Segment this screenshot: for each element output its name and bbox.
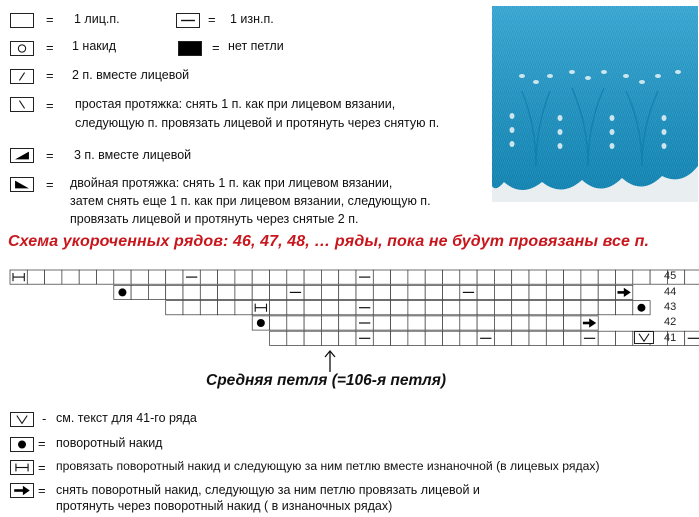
chart-cell-k	[477, 285, 494, 299]
row-label-42: 42	[664, 316, 677, 328]
chart-cell-k	[270, 270, 287, 284]
chart-cell-k	[529, 301, 546, 315]
chart-cell-k	[564, 316, 581, 330]
chart-cell-p	[356, 316, 373, 330]
chart-cell-p	[477, 331, 494, 345]
v-square-icon	[634, 331, 654, 344]
chart-cell-k	[581, 285, 598, 299]
chart-cell-p	[183, 270, 200, 284]
row-label-41: 41	[664, 332, 677, 344]
chart-cell-tp	[252, 301, 269, 315]
chart-cell-k	[391, 316, 408, 330]
chart-cell-k	[598, 331, 615, 345]
chart-cell-k	[425, 316, 442, 330]
horizontal-line-icon	[176, 13, 200, 28]
chart-cell-k	[339, 301, 356, 315]
chart-cell-k	[287, 331, 304, 345]
chart-cell-k	[460, 270, 477, 284]
chart-cell-k	[304, 331, 321, 345]
chart-cell-k	[304, 285, 321, 299]
legend-sk2p-line1: двойная протяжка: снять 1 п. как при лицевом вязании,	[70, 176, 393, 190]
chart-cell-k	[529, 316, 546, 330]
chart-cell-yo	[114, 285, 131, 299]
bottom-legend-tp-text: провязать поворотный накид и следующую за ним петлю вместе изнаночной (в лицевых рядах)	[56, 459, 600, 473]
chart-cell-k	[443, 331, 460, 345]
chart-cell-k	[183, 285, 200, 299]
triangle-left-icon	[10, 177, 34, 192]
chart-cell-k	[373, 270, 390, 284]
legend-sk2p-line2: затем снять еще 1 п. как при лицевом вязании, следующую п.	[70, 194, 431, 208]
chart-cell-p	[356, 270, 373, 284]
chart-cell-k	[616, 331, 633, 345]
legend-purl-text: 1 изн.п.	[230, 12, 274, 26]
chart-cell-k	[339, 270, 356, 284]
legend-no-stitch-text: нет петли	[228, 39, 284, 53]
chart-cell-k	[218, 285, 235, 299]
chart-cell-k	[373, 285, 390, 299]
legend-sk2p-line3: провязать лицевой и протянуть через снятые 2 п.	[70, 212, 359, 226]
chart-cell-k	[373, 316, 390, 330]
knitted-lace-photo	[492, 6, 698, 202]
chart-cell-k	[564, 331, 581, 345]
chart-cell-k	[252, 270, 269, 284]
chart-cell-k	[546, 301, 563, 315]
chart-cell-k	[443, 316, 460, 330]
chart-cell-k	[235, 270, 252, 284]
chart-cell-k	[356, 285, 373, 299]
chart-cell-k	[391, 270, 408, 284]
legend-yarnover-text: 1 накид	[72, 39, 117, 53]
middle-stitch-label: Средняя петля (=106-я петля)	[206, 372, 446, 389]
chart-cell-k	[373, 301, 390, 315]
row-label-44: 44	[664, 286, 677, 298]
chart-cell-k	[114, 270, 131, 284]
chart-cell-k	[287, 301, 304, 315]
backslash-icon	[10, 97, 34, 112]
chart-cell-k	[616, 270, 633, 284]
chart-cell-k	[166, 301, 183, 315]
chart-cell-k	[408, 270, 425, 284]
chart-cell-k	[477, 316, 494, 330]
chart-cell-k	[512, 316, 529, 330]
chart-cell-k	[200, 270, 217, 284]
chart-cell-k	[633, 270, 650, 284]
chart-cell-k	[148, 285, 165, 299]
chart-cell-k	[304, 301, 321, 315]
chart-cell-k	[408, 316, 425, 330]
chart-cell-k	[494, 301, 511, 315]
chart-cell-k	[546, 316, 563, 330]
legend-k2tog-text: 2 п. вместе лицевой	[72, 68, 190, 82]
chart-cell-k	[529, 331, 546, 345]
chart-cell-k	[321, 285, 338, 299]
chart-cell-k	[494, 285, 511, 299]
chart-cell-k	[235, 285, 252, 299]
chart-cell-ar	[581, 316, 598, 330]
chart-cell-k	[339, 285, 356, 299]
row-label-45: 45	[664, 270, 677, 282]
chart-cell-yo	[633, 301, 650, 315]
chart-cell-k	[339, 316, 356, 330]
slash-icon	[10, 69, 34, 84]
chart-cell-k	[200, 301, 217, 315]
h-bracket-icon	[10, 460, 34, 475]
chart-cell-k	[391, 285, 408, 299]
lace-illustration	[492, 6, 698, 202]
chart-cell-k	[218, 270, 235, 284]
chart-cell-k	[546, 270, 563, 284]
chart-cell-ar	[616, 285, 633, 299]
chart-cell-k	[270, 301, 287, 315]
chart-cell-k	[270, 331, 287, 345]
chart-cell-k	[425, 301, 442, 315]
up-arrow-icon	[322, 349, 338, 373]
chart-cell-k	[598, 285, 615, 299]
chart-cell-k	[616, 301, 633, 315]
chart-cell-p	[581, 331, 598, 345]
chart-cell-k	[564, 270, 581, 284]
chart-cell-k	[494, 316, 511, 330]
chart-cell-p	[685, 331, 699, 345]
v-square-icon	[10, 412, 34, 427]
circle-icon	[10, 437, 34, 452]
right-arrow-icon	[10, 483, 34, 498]
row-label-43: 43	[664, 301, 677, 313]
bottom-legend-arrow-line2: протянуть через поворотный накид ( в изнаночных рядах)	[56, 499, 393, 513]
chart-cell-yo	[252, 316, 269, 330]
chart-cell-k	[321, 331, 338, 345]
legend-ssk-line2: следующую п. провязать лицевой и протянуть через снятую п.	[75, 116, 440, 130]
chart-cell-k	[252, 285, 269, 299]
chart-cell-k	[27, 270, 44, 284]
legend-k3tog-text: 3 п. вместе лицевой	[74, 148, 192, 162]
chart-cell-k	[425, 285, 442, 299]
chart-cell-k	[512, 331, 529, 345]
chart-cell-k	[131, 270, 148, 284]
chart-cell-k	[460, 301, 477, 315]
chart-cell-k	[581, 270, 598, 284]
chart-cell-k	[477, 270, 494, 284]
legend-knit-text: 1 лиц.п.	[74, 12, 120, 26]
triangle-right-icon	[10, 148, 34, 163]
chart-cell-k	[79, 270, 96, 284]
chart-cell-k	[443, 270, 460, 284]
chart-cell-k	[512, 301, 529, 315]
chart-cell-p	[287, 285, 304, 299]
chart-cell-p	[356, 301, 373, 315]
chart-cell-k	[564, 301, 581, 315]
chart-cell-k	[270, 316, 287, 330]
chart-cell-k	[218, 301, 235, 315]
chart-cell-k	[494, 331, 511, 345]
chart-cell-k	[564, 285, 581, 299]
short-rows-chart	[0, 262, 699, 348]
chart-cell-k	[425, 270, 442, 284]
bottom-legend-turn-yo-text: поворотный накид	[56, 436, 163, 450]
chart-cell-p	[356, 331, 373, 345]
chart-cell-k	[425, 331, 442, 345]
chart-cell-k	[97, 270, 114, 284]
chart-cell-k	[598, 270, 615, 284]
chart-cell-k	[460, 316, 477, 330]
chart-cell-k	[304, 316, 321, 330]
chart-cell-k	[270, 285, 287, 299]
chart-cell-k	[287, 270, 304, 284]
chart-cell-p	[460, 285, 477, 299]
chart-cell-k	[529, 285, 546, 299]
chart-cell-k	[62, 270, 79, 284]
chart-cell-k	[408, 301, 425, 315]
chart-cell-k	[304, 270, 321, 284]
chart-cell-k	[166, 285, 183, 299]
chart-cell-k	[512, 285, 529, 299]
chart-cell-k	[200, 285, 217, 299]
chart-cell-k	[321, 301, 338, 315]
chart-cell-k	[581, 301, 598, 315]
blank-square-icon	[10, 13, 34, 28]
circle-icon	[10, 41, 34, 56]
bottom-legend-arrow-line1: снять поворотный накид, следующую за ним петлю провязать лицевой и	[56, 483, 480, 497]
chart-cell-k	[408, 285, 425, 299]
chart-cell-k	[494, 270, 511, 284]
chart-cell-k	[321, 316, 338, 330]
legend-ssk-line1: простая протяжка: снять 1 п. как при лицевом вязании,	[75, 97, 396, 111]
chart-cell-k	[685, 270, 699, 284]
chart-cell-k	[460, 331, 477, 345]
chart-cell-k	[45, 270, 62, 284]
chart-cell-k	[546, 285, 563, 299]
chart-cell-k	[408, 331, 425, 345]
chart-cell-k	[477, 301, 494, 315]
chart-cell-k	[287, 316, 304, 330]
chart-cell-k	[321, 270, 338, 284]
chart-title: Схема укороченных рядов: 46, 47, 48, … ряды, пока не будут провязаны все п.	[8, 233, 649, 250]
chart-cell-k	[598, 301, 615, 315]
bottom-legend-v-text: см. текст для 41-го ряда	[56, 411, 197, 425]
chart-cell-k	[546, 331, 563, 345]
chart-cell-k	[391, 301, 408, 315]
black-square-icon	[178, 41, 202, 56]
chart-cell-tp	[10, 270, 27, 284]
chart-cell-k	[391, 331, 408, 345]
chart-cell-k	[373, 331, 390, 345]
chart-cell-k	[148, 270, 165, 284]
chart-cell-k	[131, 285, 148, 299]
chart-cell-k	[529, 270, 546, 284]
chart-cell-k	[443, 285, 460, 299]
chart-cell-k	[443, 301, 460, 315]
chart-cell-k	[235, 301, 252, 315]
chart-cell-k	[339, 331, 356, 345]
chart-cell-k	[183, 301, 200, 315]
chart-cell-k	[166, 270, 183, 284]
chart-cell-k	[512, 270, 529, 284]
